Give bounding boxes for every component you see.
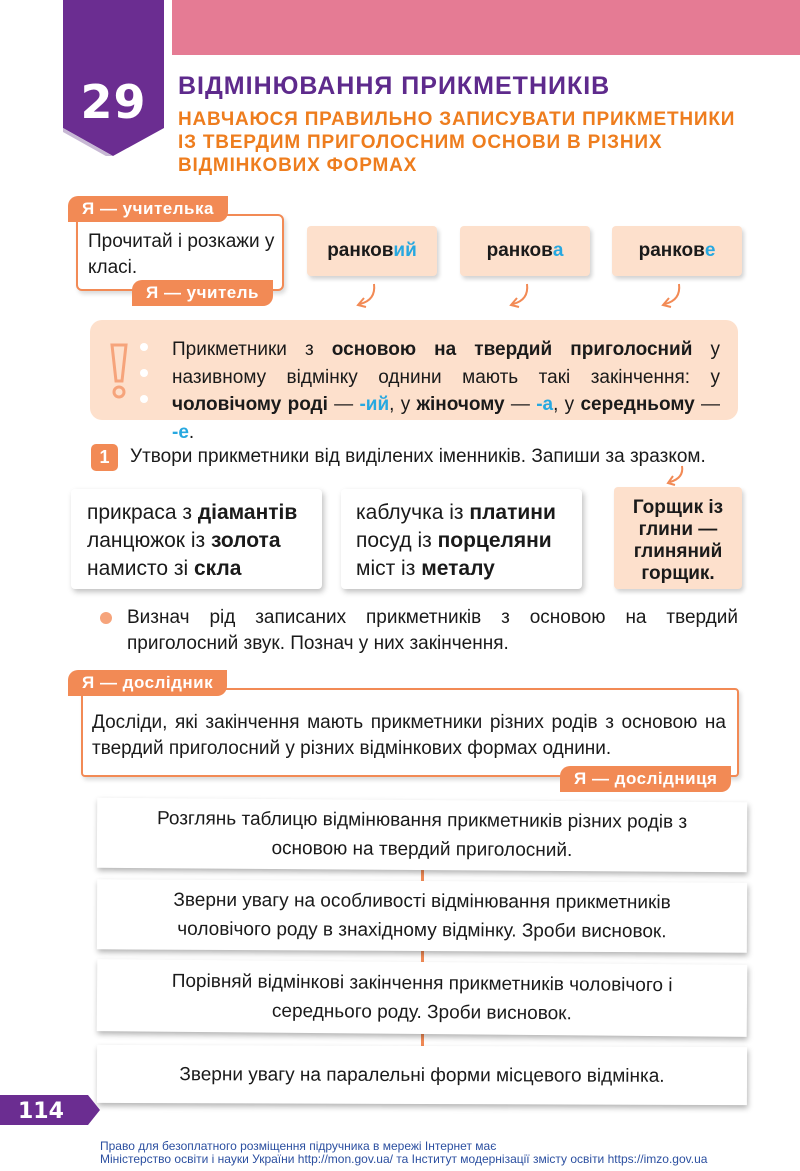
word-card-feminine xyxy=(460,226,590,276)
header-pink-bar xyxy=(172,0,800,55)
task-number-badge: 1 xyxy=(91,444,118,471)
curved-arrow-icon xyxy=(659,282,683,310)
exercise-card-1-text: прикраса з діамантів ланцюжок із золота намисто зі скла xyxy=(87,501,298,580)
exclamation-icon xyxy=(104,343,134,399)
research-step-1: Розглянь таблицю відмінювання прикметників різних родів з основою на твердий приголосний. xyxy=(97,798,747,873)
research-step-3: Порівняй відмінкові закінчення прикметників чоловічого і середнього роду. Зроби висновок. xyxy=(97,959,748,1037)
word-ending: а xyxy=(552,240,564,261)
curved-arrow-icon xyxy=(354,282,378,310)
task-instruction: Утвори прикметники від виділених іменників. Запиши за зразком. xyxy=(130,446,706,467)
rule-dots xyxy=(140,343,148,421)
bullet-dot xyxy=(100,612,112,624)
intro-instruction: Прочитай і розкажи у класі. xyxy=(88,231,275,278)
research-step-2: Зверни увагу на особливості відмінювання прикметників чоловічого роду в знахідному відмінку. Зроби висновок. xyxy=(97,879,747,952)
word-stem: ранков xyxy=(638,240,705,261)
research-text: Досліди, які закінчення мають прикметники різних родів з основою на твердий приголосний у різних відмінкових формах однини. xyxy=(92,712,726,759)
word-card-neuter xyxy=(612,226,742,276)
page-number: 114 xyxy=(18,1099,64,1124)
label-teacher-male: Я — учитель xyxy=(132,280,273,306)
page-title: ВІДМІНЮВАННЯ ПРИКМЕТНИКІВ xyxy=(178,72,611,100)
rule-text: Прикметники з основою на твердий приголосний у називному відмінку однини мають такі закінчення: у чоловічому роді — -ий, у жіночому — -а, у середньому — -е. xyxy=(172,339,721,443)
curved-arrow-icon xyxy=(664,464,686,488)
word-card-masculine xyxy=(307,226,437,276)
exercise-card-2-text: каблучка із платини посуд із порцеляни міст із металу xyxy=(356,501,556,580)
word-ending: е xyxy=(704,240,716,261)
label-researcher-male: Я — дослідник xyxy=(68,670,227,696)
label-researcher-female: Я — дослідниця xyxy=(560,766,731,792)
research-step-4: Зверни увагу на паралельні форми місцевого відмінка. xyxy=(97,1045,747,1105)
sample-text: Горщик із глини — глиняний горщик. xyxy=(632,497,724,584)
footer-credits: Право для безоплатного розміщення підручника в мережі Інтернет має Міністерство освіти і науки України http://mon.gov.ua/ та Інститут модернізації змісту освіти https://imzo.gov.ua xyxy=(100,1139,708,1166)
word-stem: ранков xyxy=(327,240,394,261)
lesson-number: 29 xyxy=(80,75,147,129)
page-subtitle: НАВЧАЮСЯ ПРАВИЛЬНО ЗАПИСУВАТИ ПРИКМЕТНИКИ ІЗ ТВЕРДИМ ПРИГОЛОСНИМ ОСНОВИ В РІЗНИХ ВІДМІНКОВИХ ФОРМАХ xyxy=(178,109,736,176)
label-teacher-female: Я — учителька xyxy=(68,196,228,222)
word-ending: ий xyxy=(393,240,417,261)
bullet-text: Визнач рід записаних прикметників з основою на твердий приголосний звук. Познач у них закінчення. xyxy=(127,607,738,654)
word-stem: ранков xyxy=(486,240,553,261)
curved-arrow-icon xyxy=(507,282,531,310)
